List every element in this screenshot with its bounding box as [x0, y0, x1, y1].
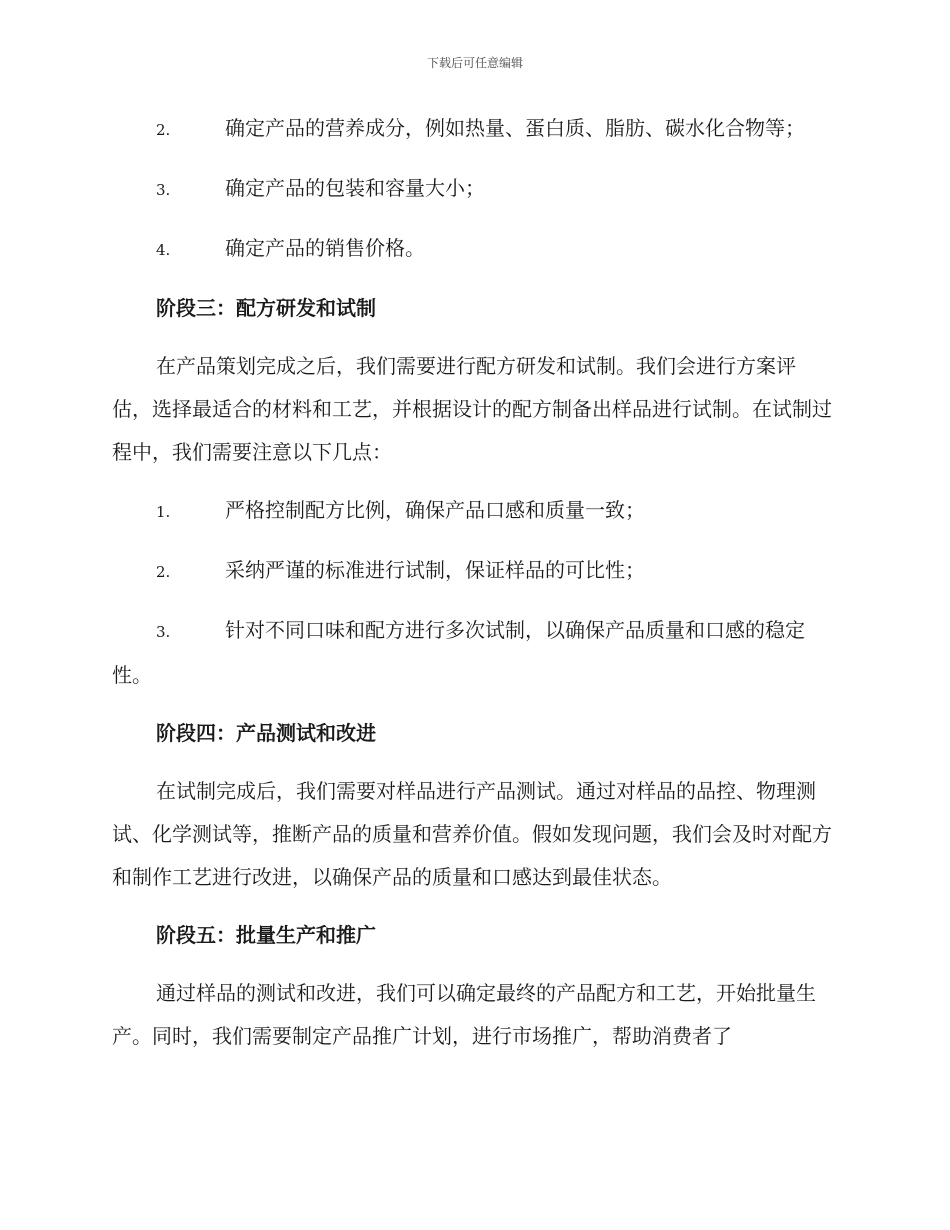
list-item	[112, 227, 834, 272]
list-text: 采纳严谨的标准进行试制，保证样品的可比性；	[225, 558, 645, 582]
list-item	[112, 549, 834, 594]
page-header: 下载后可任意编辑	[426, 56, 523, 70]
paragraph: 通过样品的测试和改进，我们可以确定最终的产品配方和工艺，开始批量生产。同时，我们需要制定产品推广计划，进行市场推广，帮助消费者了	[112, 981, 816, 1048]
list-number: 1.	[156, 503, 171, 521]
list-number: 3.	[156, 623, 171, 641]
list-item	[112, 167, 834, 212]
list-text: 针对不同口味和配方进行多次试制，以确保产品质量和口感的稳定性。	[112, 618, 805, 687]
list-number: 3.	[156, 181, 171, 199]
section-heading: 阶段五：批量生产和推广	[156, 923, 376, 947]
list-text: 确定产品的销售价格。	[225, 236, 425, 260]
list-text: 严格控制配方比例，确保产品口感和质量一致；	[225, 498, 645, 522]
list-text: 确定产品的包装和容量大小；	[225, 176, 485, 200]
list-item	[112, 609, 834, 697]
section-heading: 阶段四：产品测试和改进	[156, 721, 376, 745]
list-text: 确定产品的营养成分，例如热量、蛋白质、脂肪、碳水化合物等；	[225, 116, 805, 140]
document-body	[112, 107, 834, 1058]
list-number: 4.	[156, 241, 171, 259]
list-number: 2.	[156, 563, 171, 581]
section-heading: 阶段三：配方研发和试制	[156, 296, 376, 320]
list-item	[112, 489, 834, 534]
list-item	[112, 107, 834, 152]
paragraph: 在产品策划完成之后，我们需要进行配方研发和试制。我们会进行方案评估，选择最适合的材料和工艺，并根据设计的配方制备出样品进行试制。在试制过程中，我们需要注意以下几点：	[112, 354, 832, 464]
list-number: 2.	[156, 121, 171, 139]
paragraph: 在试制完成后，我们需要对样品进行产品测试。通过对样品的品控、物理测试、化学测试等，推断产品的质量和营养价值。假如发现问题，我们会及时对配方和制作工艺进行改进，以确保产品的质量和口感达到最佳状态。	[112, 779, 832, 889]
